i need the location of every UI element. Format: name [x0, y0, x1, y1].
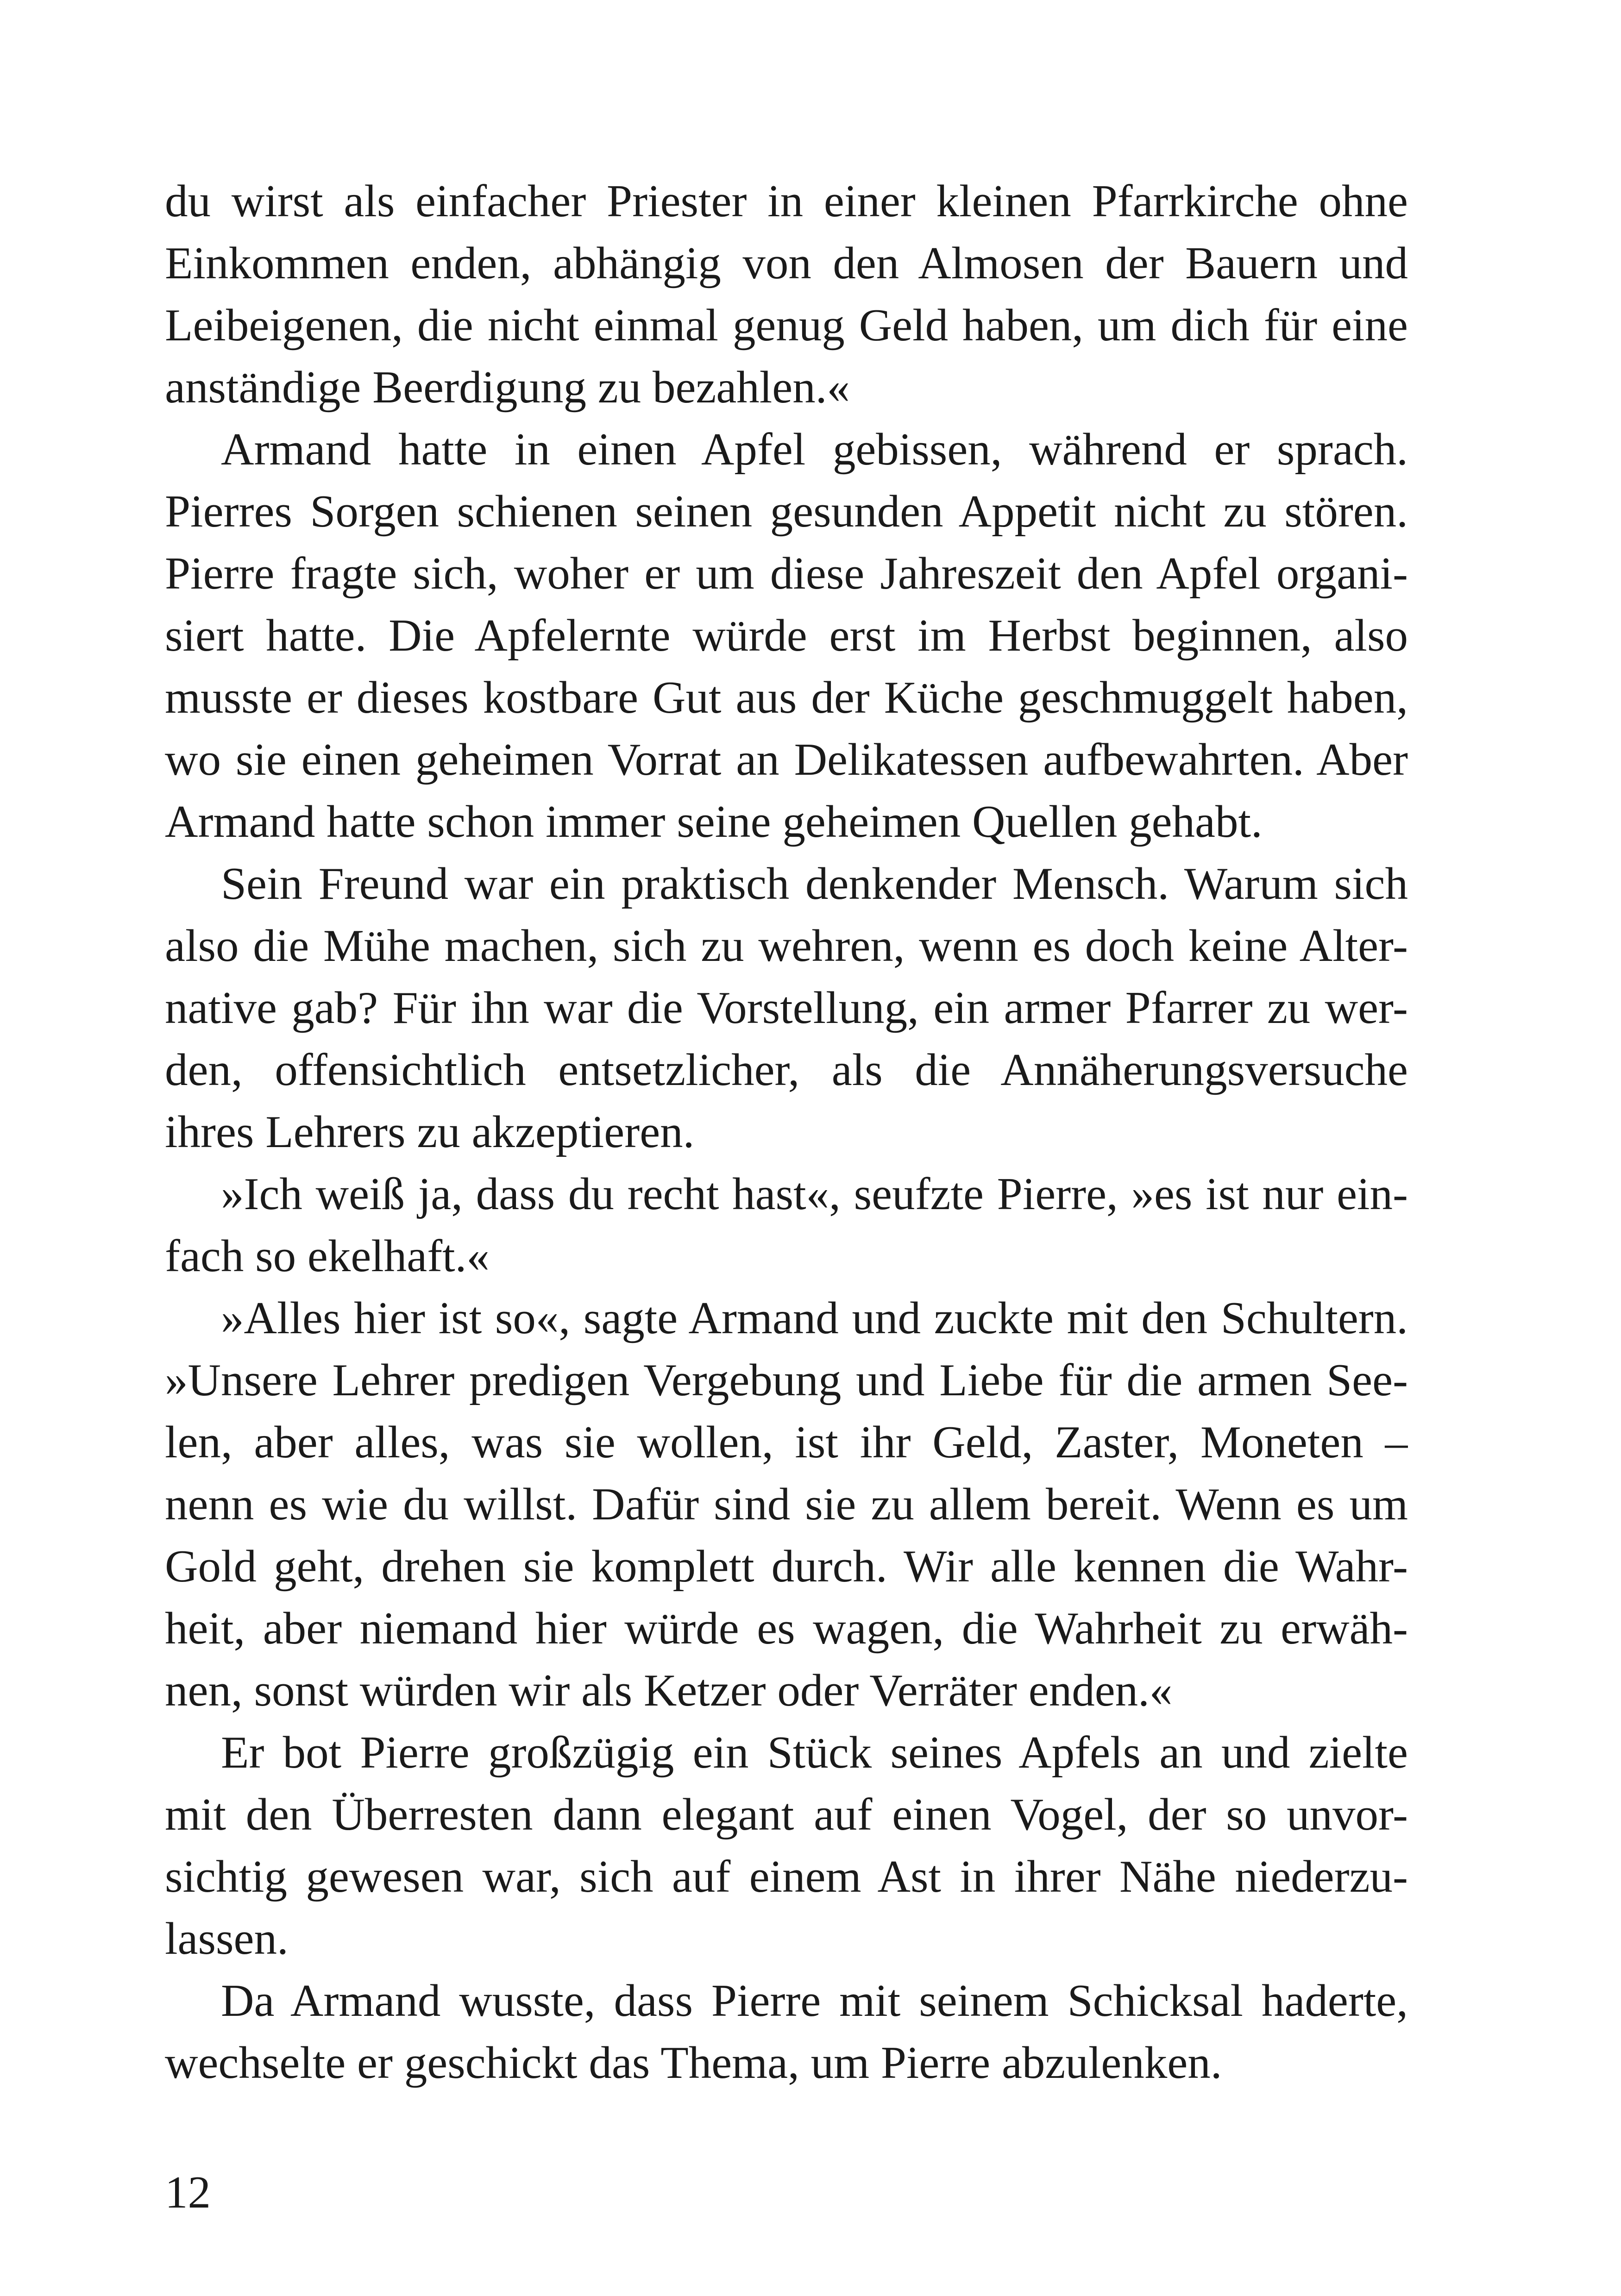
text-line: »Alles hier ist so«, sagte Armand und zuckte mit den Schultern.	[221, 1293, 1408, 1343]
text-line: Da Armand wusste, dass Pierre mit seinem Schicksal haderte,	[221, 1976, 1408, 2026]
text-line: ihres Lehrers zu akzeptieren.	[165, 1107, 695, 1157]
text-line: also die Mühe machen, sich zu wehren, wenn es doch keine Alter-	[165, 921, 1408, 971]
paragraph	[165, 853, 1408, 1163]
text-line: len, aber alles, was sie wollen, ist ihr Geld, Zaster, Moneten –	[165, 1417, 1408, 1468]
text-line: nen, sonst würden wir als Ketzer oder Verräter enden.«	[165, 1665, 1173, 1716]
paragraph	[165, 1970, 1408, 2094]
body-text	[165, 170, 1408, 2094]
text-line: Gold geht, drehen sie komplett durch. Wir alle kennen die Wahr-	[165, 1541, 1408, 1592]
text-line: musste er dieses kostbare Gut aus der Küche geschmuggelt haben,	[165, 672, 1408, 723]
text-line: Armand hatte in einen Apfel gebissen, während er sprach.	[221, 424, 1408, 475]
text-line: du wirst als einfacher Priester in einer kleinen Pfarrkirche ohne	[165, 176, 1408, 226]
text-line: »Ich weiß ja, dass du recht hast«, seufzte Pierre, »es ist nur ein-	[221, 1169, 1408, 1219]
text-line: Pierre fragte sich, woher er um diese Jahreszeit den Apfel organi-	[165, 548, 1408, 599]
paragraph	[165, 1163, 1408, 1287]
text-line: Pierres Sorgen schienen seinen gesunden Appetit nicht zu stören.	[165, 486, 1408, 537]
text-line: wechselte er geschickt das Thema, um Pierre abzulenken.	[165, 2038, 1222, 2088]
text-line: Er bot Pierre großzügig ein Stück seines Apfels an und zielte	[221, 1727, 1408, 1778]
text-line: sichtig gewesen war, sich auf einem Ast in ihrer Nähe niederzu-	[165, 1851, 1408, 1902]
text-line: Sein Freund war ein praktisch denkender Mensch. Warum sich	[221, 859, 1408, 909]
text-line: anständige Beerdigung zu bezahlen.«	[165, 362, 850, 413]
paragraph	[165, 1287, 1408, 1722]
text-line: wo sie einen geheimen Vorrat an Delikatessen aufbewahrten. Aber	[165, 734, 1408, 785]
text-line: fach so ekelhaft.«	[165, 1231, 490, 1281]
text-line: Leibeigenen, die nicht einmal genug Geld haben, um dich für eine	[165, 300, 1408, 351]
paragraph	[165, 1722, 1408, 1970]
text-line: heit, aber niemand hier würde es wagen, die Wahrheit zu erwäh-	[165, 1603, 1408, 1654]
text-line: den, offensichtlich entsetzlicher, als die Annäherungsversuche	[165, 1045, 1408, 1095]
text-line: lassen.	[165, 1913, 289, 1964]
text-line: mit den Überresten dann elegant auf einen Vogel, der so unvor-	[165, 1789, 1408, 1840]
paragraph	[165, 419, 1408, 853]
paragraph	[165, 170, 1408, 419]
text-line: Armand hatte schon immer seine geheimen Quellen gehabt.	[165, 797, 1263, 847]
text-line: siert hatte. Die Apfelernte würde erst im Herbst beginnen, also	[165, 610, 1408, 661]
text-line: nenn es wie du willst. Dafür sind sie zu allem bereit. Wenn es um	[165, 1479, 1408, 1530]
page-number: 12	[165, 2167, 211, 2218]
text-line: native gab? Für ihn war die Vorstellung, ein armer Pfarrer zu wer-	[165, 983, 1408, 1033]
text-line: »Unsere Lehrer predigen Vergebung und Liebe für die armen See-	[165, 1355, 1408, 1405]
text-line: Einkommen enden, abhängig von den Almosen der Bauern und	[165, 238, 1408, 289]
